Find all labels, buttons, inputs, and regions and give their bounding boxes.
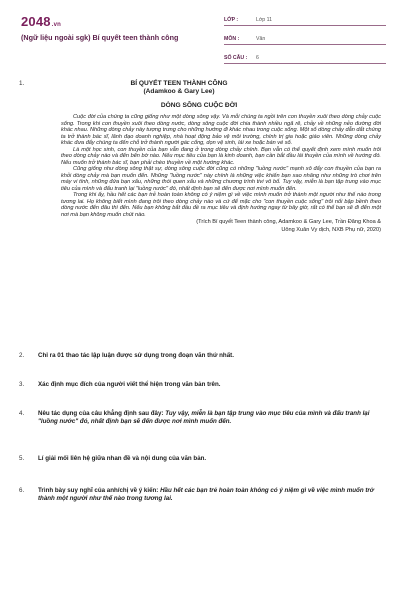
- meta-label: LỚP :: [224, 17, 239, 23]
- passage-subtitle: DÒNG SÔNG CUỘC ĐỜI: [160, 102, 238, 109]
- meta-row-count: [224, 50, 386, 64]
- passage-paragraph: Là một học sinh, con thuyền của bạn vẫn đang ở trong dòng chảy chính. Bạn vẫn có thể quyết định xem mình muốn trôi theo dòng chảy nào và đến bến bờ nào. Nếu mục tiêu của bạn là kinh doanh, bạn cần bắt đầu lái thuyền của mình về hướng đó. Nếu muốn trở thành bác sĩ, bạn phải chèo thuyền về một hướng khác.: [61, 146, 381, 166]
- document-title: (Ngữ liệu ngoài sgk) Bí quyết teen thành công: [21, 33, 179, 42]
- meta-row-class: [224, 12, 386, 26]
- meta-row-subject: [224, 31, 386, 45]
- meta-value: 6: [256, 55, 259, 61]
- passage-title: BÍ QUYẾT TEEN THÀNH CÔNG: [130, 80, 228, 87]
- question-text: Lí giải mối liên hệ giữa nhan đề và nội dung của văn bản.: [38, 455, 207, 462]
- passage-paragraph: Cuộc đời của chúng ta cũng giống như một dòng sông vậy. Và mỗi chúng ta ngồi trên con thuyền xuôi theo dòng chảy cuộc sống. Trong khi con thuyền xuôi theo dòng nước, dòng sông cuộc đời chia thành nhiều ngã rẽ, chảy về những nẻo đường đời khác nhau. Những dòng chảy này tượng trưng cho những hướng đi khác nhau trong cuộc sống. Một số dòng chảy dẫn dắt chúng ta trở thành bác sĩ, lãnh đạo doanh nghiệp, nhà hoạt động bảo vệ môi trường, chính trị gia hoặc giáo viên. Những dòng chảy khác đưa đẩy chúng ta đến chỗ trở thành người gác cổng, dọn vệ sinh, lái xe hoặc bán vé số.: [61, 114, 381, 146]
- question-quote: Hầu hết các bạn trẻ hoàn toàn không có ý niệm gì về việc mình muốn trở thành một người như thế nào trong tương lai.: [38, 487, 374, 502]
- meta-info: [224, 12, 386, 69]
- site-logo[interactable]: [21, 14, 61, 29]
- question-quote: Tuy vậy, miễn là bạn tập trung vào mục tiêu của mình và đấu tranh lại "luồng nước" đó, nhất định bạn sẽ đến được nơi mình muốn đến.: [38, 410, 370, 425]
- question-number: 4.: [19, 410, 25, 417]
- question-item: [19, 381, 385, 389]
- logo-suffix: .vn: [51, 22, 62, 28]
- question-number: 5.: [19, 455, 25, 462]
- question-number: 3.: [19, 381, 25, 388]
- meta-label: SỐ CÂU :: [224, 55, 248, 61]
- passage-body: [61, 114, 381, 234]
- question-text: Xác định mục đích của người viết thể hiện trong văn bản trên.: [38, 381, 221, 388]
- question-item: [19, 487, 385, 503]
- logo-text: 2048: [21, 14, 51, 29]
- passage-author: (Adamkoo & Gary Lee): [143, 88, 215, 95]
- question-text: [38, 487, 385, 503]
- meta-value: Văn: [256, 36, 266, 42]
- citation-line: Uông Xuân Vy dịch, NXB Phụ nữ, 2020): [281, 227, 381, 233]
- page-header: [0, 0, 400, 60]
- question-item: [19, 455, 385, 463]
- meta-label: MÔN :: [224, 36, 240, 42]
- reading-passage: [19, 80, 385, 234]
- question-text: Chỉ ra 01 thao tác lập luận được sử dụng trong đoạn văn thứ nhất.: [38, 352, 234, 359]
- meta-value: Lớp 11: [256, 17, 272, 23]
- passage-paragraph: Cũng giống như dòng sông thật sự, dòng sông cuộc đời cũng có những "luồng nước" mạnh xô đẩy con thuyền của bạn ra khỏi dòng chảy mà bạn muốn đến. Những "luồng nước" này chính là những việc khiến bạn xao nhãng như những trò chơi trên máy vi tính, những đứa bạn xấu, những thói quen xấu và những chương trình tivi vô bổ. Tuy vậy, miễn là bạn tập trung vào mục tiêu của mình và đấu tranh lại "luồng nước" đó, nhất định bạn sẽ đến được nơi mình muốn đến.: [61, 166, 381, 192]
- question-item: [19, 410, 385, 426]
- question-number: 2.: [19, 352, 25, 359]
- question-number: 1.: [19, 80, 25, 87]
- passage-paragraph: Trong khi ấy, hầu hết các bạn trẻ hoàn toàn không có ý niệm gì về việc mình muốn trở thành một người như thế nào trong tương lai. Họ không biết mình đang trôi theo dòng chảy nào và cứ để mặc cho "con thuyền cuộc sống" trôi nổi bập bềnh theo dòng nước đến đâu thì đến. Nếu bạn không bắt đầu đề ra mục tiêu và định hướng ngay từ bây giờ, rất có thể bạn sẽ đi đến một nơi mà bạn không muốn chút nào.: [61, 192, 381, 218]
- question-prompt: Trình bày suy nghĩ của anh/chị về ý kiến:: [38, 487, 161, 494]
- question-text: [38, 410, 385, 426]
- citation-line: (Trích Bí quyết Teen thành công, Adamkoo & Gary Lee, Trần Đăng Khoa &: [196, 219, 381, 225]
- question-item: [19, 352, 385, 360]
- question-prompt: Nêu tác dụng của câu khẳng định sau đây:: [38, 410, 166, 417]
- question-number: 6.: [19, 487, 25, 494]
